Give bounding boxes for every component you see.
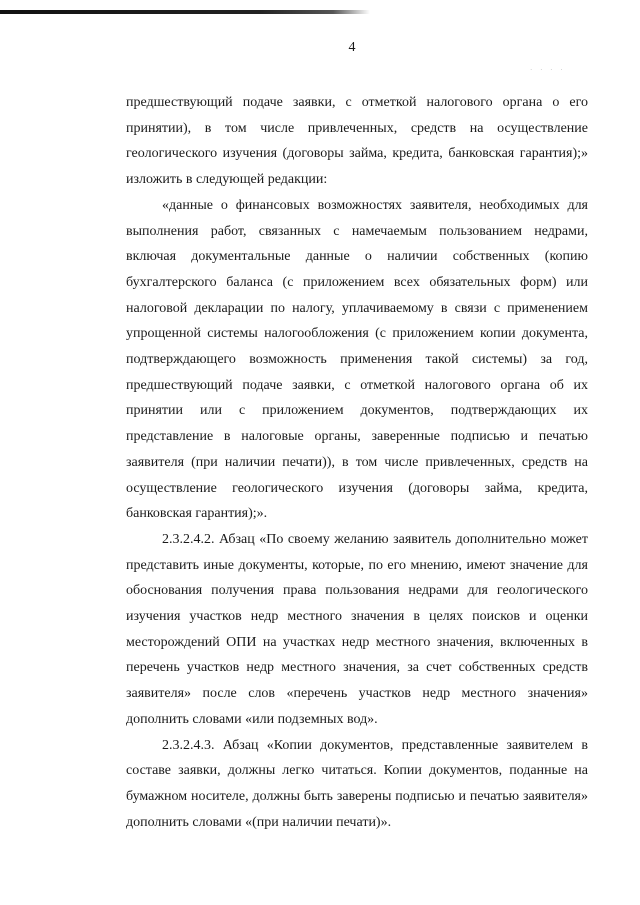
scan-noise: · · · · [530,66,566,74]
paragraph-quote: «данные о финансовых возможностях заявителя, необходимых для выполнения работ, связанных с намечаемым пользованием недрами, включая документальные данные о наличии собственных (копию бухгалтерского баланса (с приложением всех обязательных форм) или налоговой декларации по налогу, уплачиваемому в связи с применением упрощенной системы налогообложения (с приложением копии документа, подтверждающего возможность применения такой системы) за год, предшествующий подаче заявки, с отметкой налогового органа об их принятии или с приложением документов, подтверждающих их представление в налоговые органы, заверенные подписью и печатью заявителя (при наличии печати)), в том числе привлеченных, средств на осуществление геологического изучения (договоры займа, кредита, банковская гарантия);». [126,197,588,522]
scan-edge-line [0,10,370,14]
document-body [126,90,588,835]
paragraph-continuation: предшествующий подаче заявки, с отметкой налогового органа о его принятии), в том числе привлеченных, средств на осуществление геологического изучения (договоры займа, кредита, банковская гарантия);» изложить в следующей редакции: [126,95,588,188]
paragraph-clause-2-3-2-4-2: 2.3.2.4.2. Абзац «По своему желанию заявитель дополнительно может представить иные документы, которые, по его мнению, имеют значение для обоснования получения права пользования недрами для геологического изучения участков недр местного значения в целях поисков и оценки месторождений ОПИ на участках недр местного значения, включенных в перечень участков недр местного значения, за счет собственных средств заявителя» после слов «перечень участков недр местного значения» дополнить словами «или подземных вод». [126,531,588,727]
paragraph-clause-2-3-2-4-3: 2.3.2.4.3. Абзац «Копии документов, представленные заявителем в составе заявки, должны легко читаться. Копии документов, поданные на бумажном носителе, должны быть заверены подписью и печатью заявителя» дополнить словами «(при наличии печати)». [126,737,588,830]
page-number: 4 [348,40,356,55]
